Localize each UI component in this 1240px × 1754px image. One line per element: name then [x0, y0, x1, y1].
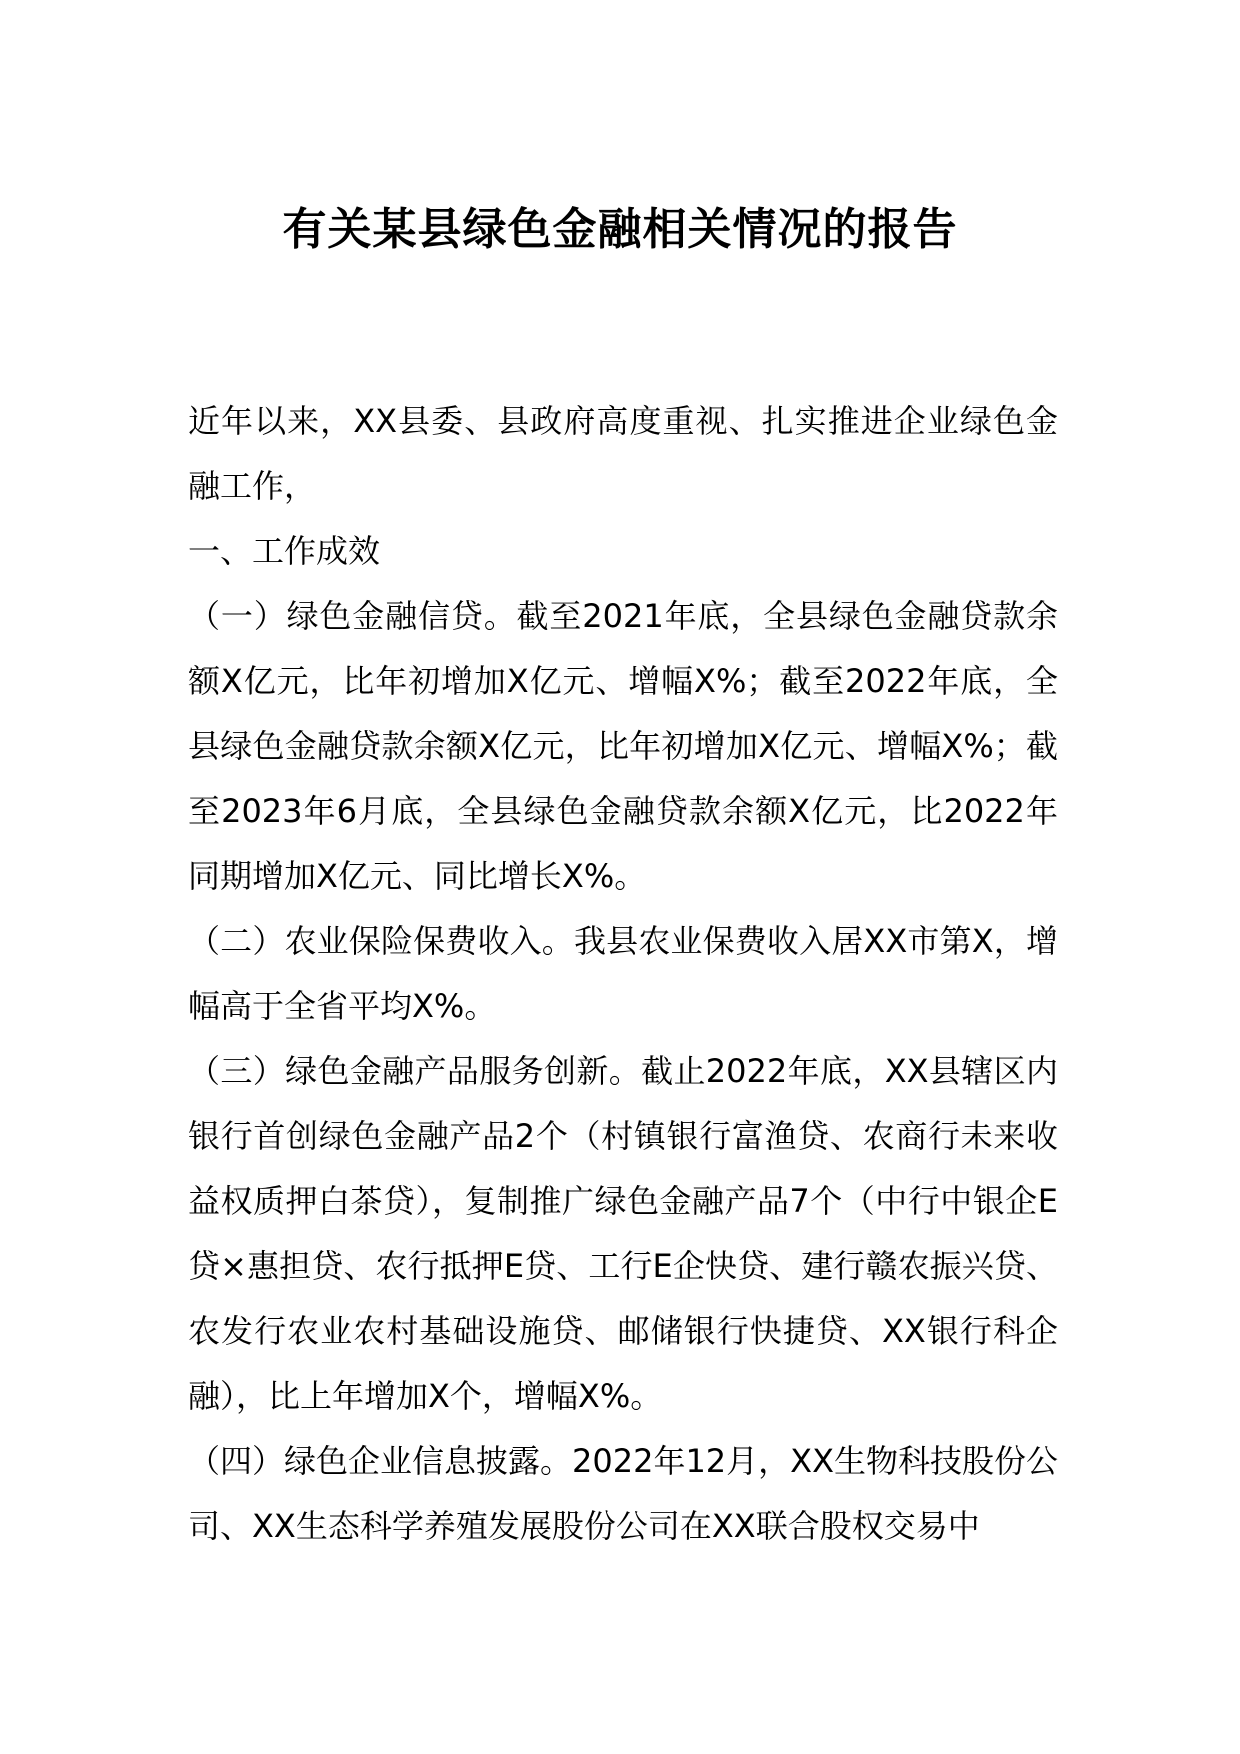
paragraph-product-innovation: （三）绿色金融产品服务创新。截止2022年底，XX县辖区内银行首创绿色金融产品2个（村镇银行富渔贷、农商行未来收益权质押白茶贷），复制推广绿色金融产品7个（中行中银企E贷×惠担贷、农行抵押E贷、工行E企快贷、建行赣农振兴贷、农发行农业农村基础设施贷、邮储银行快捷贷、XX银行科企融），比上年增加X个，增幅X%。 — [188, 1052, 1058, 1415]
section-heading-work-results: 一、工作成效 — [188, 532, 381, 570]
paragraph-green-credit: （一）绿色金融信贷。截至2021年底，全县绿色金融贷款余额X亿元，比年初增加X亿元、增幅X%；截至2022年底，全县绿色金融贷款余额X亿元，比年初增加X亿元、增幅X%；截至2023年6月底，全县绿色金融贷款余额X亿元，比2022年同期增加X亿元、同比增长X%。 — [188, 597, 1058, 895]
document-title: 有关某县绿色金融相关情况的报告 — [282, 204, 958, 255]
document-body — [188, 389, 1058, 1559]
paragraph-intro: 近年以来，XX县委、县政府高度重视、扎实推进企业绿色金融工作， — [188, 402, 1058, 505]
paragraph-info-disclosure: （四）绿色企业信息披露。2022年12月，XX生物科技股份公司、XX生态科学养殖发展股份公司在XX联合股权交易中 — [188, 1442, 1059, 1545]
paragraph-agri-insurance: （二）农业保险保费收入。我县农业保费收入居XX市第X，增幅高于全省平均X%。 — [188, 922, 1058, 1025]
